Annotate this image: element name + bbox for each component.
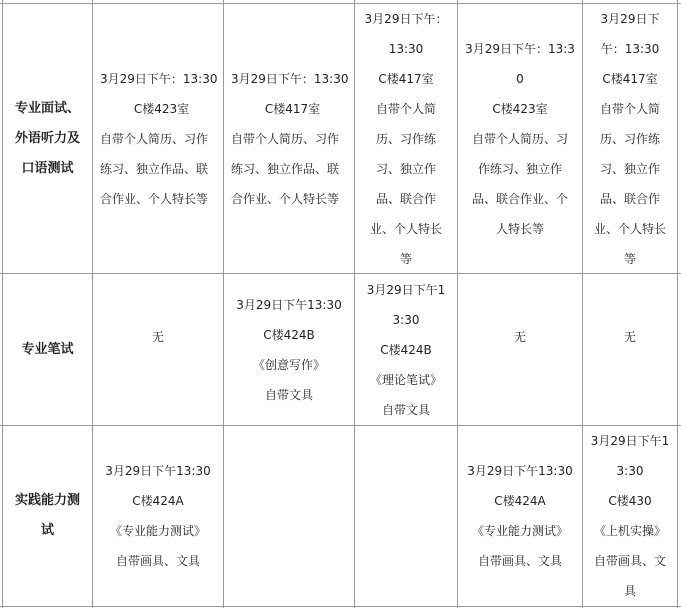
cell-line: 3月29日下午13:30 (236, 297, 342, 312)
cell-line: 《创意写作》 (252, 357, 325, 372)
cell-line: 自带个人简历、习作 (100, 131, 209, 146)
practical-cell-3-empty (355, 426, 457, 606)
cell-line: 习、独立作 (375, 161, 436, 176)
cell-line: 历、习作练 (375, 131, 436, 146)
practical-cell-2-empty (224, 426, 354, 606)
cell-line: 3月29日下午：13:3 (465, 41, 575, 56)
cell-line: 练习、独立作品、联 (100, 161, 209, 176)
cell-line: 3:30 (392, 312, 420, 327)
row-label-interview (3, 4, 92, 273)
interview-cell-2 (231, 4, 354, 273)
cell-line: 品、联合作 (599, 191, 660, 206)
written-cell-2 (224, 274, 354, 425)
practical-cell-1 (93, 426, 223, 606)
written-cell-1 (93, 274, 223, 400)
grid-line (0, 606, 681, 607)
cell-line: C楼417室 (602, 71, 658, 86)
interview-cell-1 (100, 4, 223, 273)
cell-line: 无 (623, 330, 636, 344)
row-label-line: 专业面试、 (14, 100, 80, 116)
cell-line: C楼417室 (264, 101, 321, 116)
cell-line: C楼424B (263, 327, 315, 342)
cell-line: 《上机实操》 (593, 524, 666, 538)
cell-line: 3:30 (616, 464, 644, 478)
cell-line: 《专业能力测试》 (471, 524, 568, 538)
cell-line: 3月29日下午： (364, 11, 448, 26)
cell-line: 作练习、独立作 (477, 161, 562, 176)
cell-line: C楼423室 (133, 101, 190, 116)
cell-line: 自带个人简历、习作 (231, 131, 340, 146)
row-label-practical (3, 426, 92, 606)
cell-line: 练习、独立作品、联 (231, 161, 340, 176)
practical-cell-5 (583, 426, 677, 606)
cell-line: 人特长等 (495, 221, 544, 236)
cell-line: 合作业、个人特长等 (100, 191, 209, 206)
row-label-line: 外语听力及 (14, 130, 80, 146)
cell-line: 等 (399, 251, 412, 266)
interview-cell-4 (458, 4, 582, 273)
row-label-line: 实践能力测 (14, 493, 80, 508)
cell-line: C楼417室 (378, 71, 434, 86)
cell-line: 自带个人简历、习 (471, 131, 568, 146)
cell-line: 3月29日下午13:30 (467, 464, 573, 478)
cell-line: 业、个人特长 (369, 221, 442, 236)
cell-line: C楼424A (132, 494, 184, 508)
cell-line: 合作业、个人特长等 (231, 191, 340, 206)
cell-line: 具 (623, 584, 636, 598)
cell-line: 自带画具、文 (593, 554, 666, 568)
cell-line: 自带画具、文具 (115, 554, 200, 568)
cell-line: 3月29日下午13:30 (105, 464, 211, 478)
cell-line: 3月29日下午：13:30 (100, 71, 218, 86)
cell-line: 《专业能力测试》 (109, 524, 206, 538)
cell-line: C楼423室 (492, 101, 548, 116)
cell-line: 自带画具、文具 (477, 554, 562, 568)
interview-cell-5 (583, 4, 677, 273)
cell-line: 3月29日下午：13:30 (231, 71, 349, 86)
cell-line: C楼424A (494, 494, 546, 508)
cell-line: 历、习作练 (599, 131, 660, 146)
cell-line: 3月29日下午1 (590, 434, 670, 448)
cell-line: 午：13:30 (600, 41, 660, 56)
cell-line: 自带个人简 (375, 101, 436, 116)
cell-line: 自带文具 (264, 387, 313, 402)
interview-cell-3 (355, 4, 457, 273)
cell-line: 无 (513, 330, 526, 344)
cell-line: 品、联合作 (375, 191, 436, 206)
practical-cell-4 (458, 426, 582, 606)
row-label-written (3, 274, 92, 425)
cell-line: 无 (151, 330, 164, 344)
cell-line: 自带文具 (381, 402, 430, 417)
grid-line (677, 0, 678, 608)
cell-line: 《理论笔试》 (369, 372, 442, 387)
row-label-line: 专业笔试 (21, 341, 74, 357)
cell-line: 品、联合作业、个 (471, 191, 568, 206)
cell-line: 13:30 (388, 41, 424, 56)
cell-line: 0 (516, 71, 524, 86)
written-cell-4 (458, 274, 582, 400)
cell-line: C楼424B (380, 342, 432, 357)
cell-line: 3月29日下 (600, 11, 660, 26)
cell-line: 业、个人特长 (593, 221, 666, 236)
cell-line: C楼430 (608, 494, 652, 508)
cell-line: 等 (623, 251, 636, 266)
cell-line: 3月29日下午1 (366, 282, 446, 297)
row-label-line: 试 (40, 523, 54, 538)
written-cell-5 (583, 274, 677, 400)
cell-line: 习、独立作 (599, 161, 660, 176)
cell-line: 自带个人简 (599, 101, 660, 116)
written-cell-3 (355, 274, 457, 425)
row-label-line: 口语测试 (21, 160, 74, 176)
